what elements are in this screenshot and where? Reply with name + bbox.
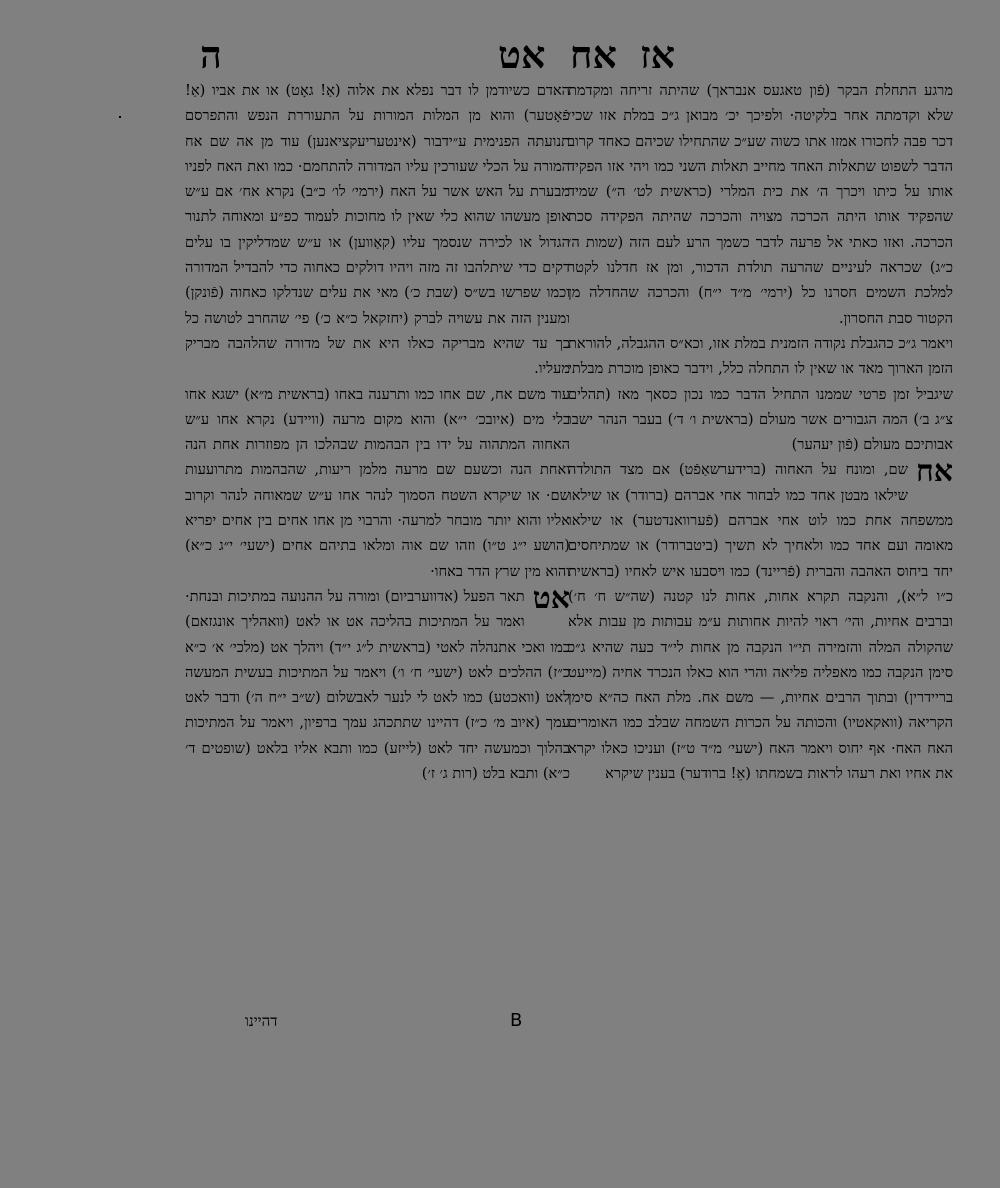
entry-at <box>185 580 570 786</box>
entry-headword: אט <box>532 580 570 616</box>
right-column <box>568 78 953 1018</box>
left-column <box>185 78 570 1018</box>
paragraph: ויאמר ג״כ כהגבלת נקודה הזמנית במלת אזו, וכא״ס ההגבלה, להוראת הזמן הארוך מאד או שאין לו התחלה כלל, וידבר כאופן מוכרת מבלתי שיגביל זמן פרטי שממנו התחיל הדבר כמו נכון כסאך מאז (תהלים צ״ג ב׳) המה הגבורים אשר מעולם (בראשית ו׳ ד׳) בעבר הנהר ישבו אבותיכם מעולם (פֿון יעהער) <box>568 334 953 454</box>
paragraph: האדם כשיודמן לו דבר נפלא את אלוה (אַ! גאָט) או את אביו (אַ! פֿאָטער) והוא מן המלות המורות על התעוררת הנפש והתפרסם תנועתה הפנימית ע״ידבור (אינטעריעקציאנען) עוד מן אה שם אח המורה על הכלי שעורכין עליו המדורה להתחמם· כמו ואת האח לפניו מבערת על האש אשר על האח (ירמי׳ לו׳ כ״ב) נקרא אח׳ אם ע״ש אופן מעשהו שהוא כלי שאין לו מחוכות לעמוד כפ״ע ומאוחה לתנור הגדול או לכירה שנסמך עליו (קאַווען) או ע״ש שמדליקין בו עלים דקים כדי שיתלהבו זה מזה ויהיו דולקים כאחוה כדי להבדיל המדורה וכמו שפרשו בש״ס (שבת כ׳) מאי את עלים שנדלקו כאחוה (פֿונקן) ומענין הזה את עשויה לברק (יחזקאל כ״א כ׳) פי׳ שהחרב לטושה כל כך עד שהיא מבריקה כאלו היא את של מדורה שהלהבה מבריק מעליו. <box>185 82 570 378</box>
stray-mark <box>119 116 121 118</box>
catchword: דהיינו <box>245 1012 278 1030</box>
signature-mark: B <box>510 1010 523 1031</box>
entry-text: תאר הפעל (אדווערביום) ומורה על ההנועה במתיכות ובנחת· ואמר על המתיכות בהליכה אט או לאט (וואהליך אונגזאם) כמו ואכי אתנהלה לאטי (בראשית ל״ג י״ד) ויהלך אט (מלכי׳ א׳ כ״א כ״ז) ההלכים לאט (ישעי׳ ח׳ ו׳) ויאמר על המתיכות בעשית המעשה לאט (וואכטע) כמו לאט לי לנער לאבשלום (ש״ב י״ח ה׳) ודבר לאט עמך (איוב מ׳ כ״ז) דהיינו שתתכהג עמך ברפיון, ויאמר על המתיכות בהלוך וכמעשה יחד לאט (לייזע) כמו ותבא אליו בלאט (שופטים ד׳ כ״א) ותבא בלט (רות ג׳ ז׳) <box>185 587 570 783</box>
entry-headword: אח <box>915 454 953 490</box>
header-word-at: אט <box>498 32 546 77</box>
paragraph: מרגע התחלת הבקר (פֿון טאגעס אנבראך) שהיתה זריחה ומקדמת שלא וקדמתה אחר בלקיטה· ולפיכך יכ׳ מבואן ג״כ במלת אזו שכי׳ דכר פבה לחכורו אמזו אתו כשוה שע״כ שהתחילו שכיהם כאחד קרוב הדבר לשפוט שתאלות האחד מחייב תאלות השני כמו ויהי אזו הפקיד אותו על כיתו ויכרך ה׳ את כית המלרי (כראשית לט׳ ה״) שמיד שהפקיד אותו היתה הכרכה מצויה והכרכה שהיתה הפקידה סכת הכרכה. ואזו כאתי אל פרעה לדבר כשמך הרע לעם הזה (שמות ה׳ כ״ג) שכראה לעיניים שהרעה תולדת הדכור, ומן אז חדלנו לקטר למלכת השמים חסרנו כל (ירמי׳ מ״ד י״ח) והכרכה שהחדלה מן הקטור סבת החסרון. <box>568 82 953 327</box>
entry-text: שם, ומונח על האחוה (ברידערשאַפֿט) אם מצד התולדה שילאו מבטן אחד כמו לבחור אחי אברהם (ברודר) או שילאו ממשפחה אחת כמו לוט אחי אברהם (פֿערוואנדטער) או שילאו מאומה ועם אחד כמו ולאחיך לא תשיך (ביטברודר) או שמתיחסים יחד ביחוס האהבה והברית (פֿריינד) כמו ויסבעו איש לאחיו (בראשית כ״ו ל״א), והנקבה תקרא אחות, אחות לנו קטנה (שה״ש ח׳ ח׳) וברבים אחיות, והי׳ ראוי להיות אחותות ע״מ עבותות מן עבות אלא שהקולה המלה והזמירה תי״ו הנקבה מן אחות לי״ד כעה שהיא ג״כ סימן הנקבה כמו מאפליה פליאה והרי הוא כאלו הנכרד אחיה (מייעט בריידרין) ובתוך הרבים אחיות, — משם אח. מלת האח כה״א סימן הקריאה (וואקאטיו) והכותה על הכרות השמחה שבלב כמו האומרים האח האח· אף יחוס ויאמר האח (ישעי׳ מ״ד ט״ז) ועניכו כאלו יקרא את אחיו ואת רעהו לראות בשמחתו (אֵ! ברודער) בענין שיקרא <box>568 461 953 783</box>
header-word-ach: אח <box>570 32 617 77</box>
entry-ach <box>568 454 953 786</box>
paragraph: עוד משם אח, שם אחו כמו ותרענה באחו (בראשית מ״א) ישגא אחו בלי מים (איובכ׳ י״א) והוא מקום מרעה (וויידע) נקרא אחו ע״ש האחוה המתהוה על ידו בין הבהמות שבהלכו הן מפוזרות אחת הנה ואחת הנה וכשעם שם מרעה מלמן ריעות, שהבהמות מתרועעות שם· או שיקרא השטח הסמוך לנהר אחו ע״ש שמאוחה לנהר וקרוב אליו והוא יותר מובחר למרעה· והרבוי מן אחו אחים בין אחים יפריא (הושע י״ג ט״ו) וזהו שם אוה ומלאו בתיהם אחים (ישעי׳ י״ג כ״א) והוא מין שרץ הדר באחו· <box>185 385 570 580</box>
header-word-az: אז <box>640 32 675 77</box>
page-letter: ה <box>200 32 222 77</box>
